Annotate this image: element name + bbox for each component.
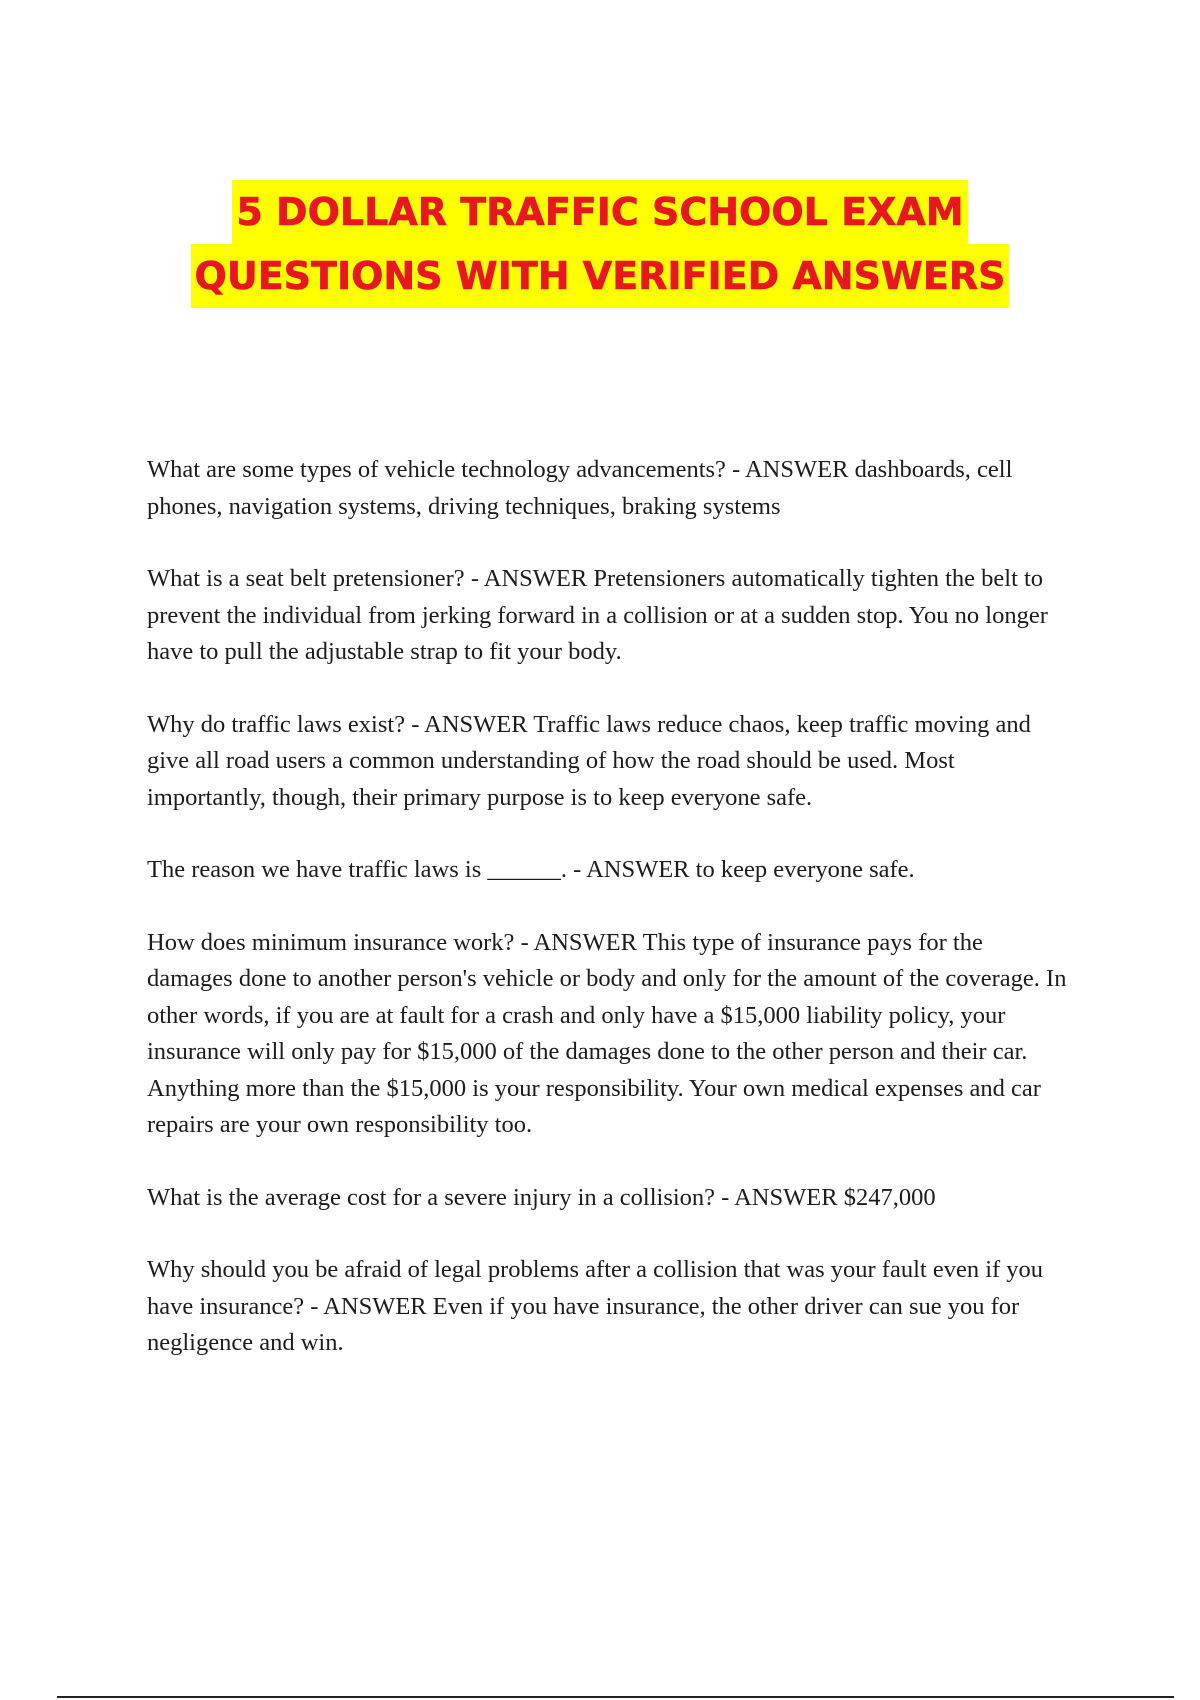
separator: - <box>405 710 425 738</box>
qa-item <box>147 1252 1067 1362</box>
qa-item <box>147 561 1067 671</box>
answer-text: This type of insurance pays for the damages done to another person's vehicle or body and only for the amount of the coverage. In other words, if you are at fault for a crash and only have a $15,000 liability policy, your insurance will only pay for $15,000 of the damages done to the other person and their car. Anything more than the $15,000 is your responsibility. Your own medical expenses and car repairs are your own responsibility too. <box>147 928 1067 1138</box>
title-line-2: QUESTIONS WITH VERIFIED ANSWERS <box>191 244 1010 308</box>
answer-text: to keep everyone safe. <box>695 856 915 883</box>
title-line-1: 5 DOLLAR TRAFFIC SCHOOL EXAM <box>232 180 967 244</box>
answer-label: ANSWER <box>533 928 637 956</box>
document-title <box>0 180 1200 308</box>
answer-label: ANSWER <box>744 456 849 483</box>
page-bottom-divider <box>57 1696 1174 1698</box>
answer-text: Pretensioners automatically tighten the belt to prevent the individual from jerking forward in a collision or at a sudden stop. You no longer have to pull the adjustable strap to fit your body. <box>147 565 1048 665</box>
separator: - <box>567 856 587 883</box>
answer-text: dashboards, cell phones, navigation systems, driving techniques, braking systems <box>147 456 1013 520</box>
question-text: Why do traffic laws exist? <box>147 710 406 738</box>
separator: - <box>464 565 484 592</box>
question-text: How does minimum insurance work? <box>147 928 515 956</box>
question-text: The reason we have traffic laws is ______. <box>147 856 567 883</box>
qa-item <box>147 852 1067 889</box>
answer-text: Even if you have insurance, the other driver can sue you for negligence and win. <box>147 1292 1020 1356</box>
question-text: What are some types of vehicle technology advancements? <box>147 456 726 483</box>
qa-item <box>147 452 1067 525</box>
question-text: What is a seat belt pretensioner? <box>147 565 465 592</box>
answer-text: Traffic laws reduce chaos, keep traffic moving and give all road users a common understanding of how the road should be used. Most importantly, though, their primary purpose is to keep everyone safe. <box>147 710 1031 811</box>
qa-item <box>147 707 1067 817</box>
question-text: Why should you be afraid of legal problems after a collision that was your fault even if you have insurance? <box>147 1256 1044 1320</box>
separator: - <box>304 1292 324 1320</box>
separator: - <box>514 928 534 956</box>
answer-text: $247,000 <box>843 1183 936 1211</box>
qa-list <box>147 452 1067 1398</box>
separator: - <box>715 1183 735 1211</box>
qa-item <box>147 925 1067 1144</box>
answer-label: ANSWER <box>586 856 690 883</box>
question-text: What is the average cost for a severe injury in a collision? <box>147 1183 716 1211</box>
separator: - <box>725 456 745 483</box>
qa-item <box>147 1180 1067 1217</box>
answer-label: ANSWER <box>424 710 528 738</box>
answer-label: ANSWER <box>734 1183 838 1211</box>
answer-label: ANSWER <box>323 1292 427 1320</box>
answer-label: ANSWER <box>483 565 588 592</box>
